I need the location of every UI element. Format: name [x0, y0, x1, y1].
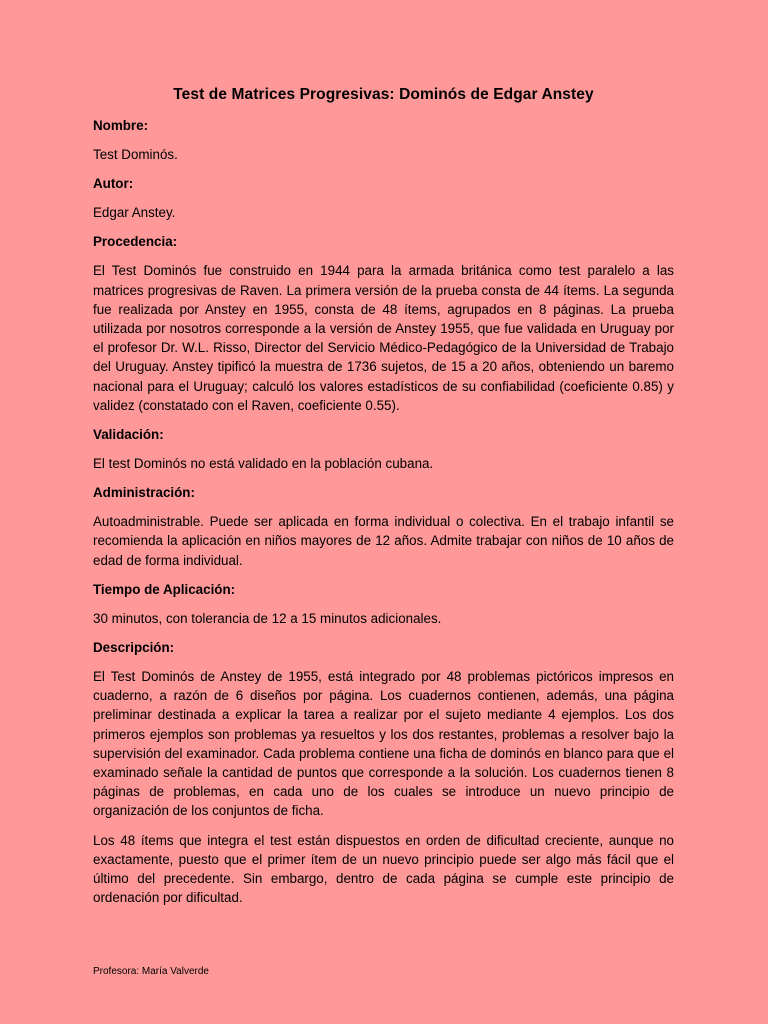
section-paragraph: 30 minutos, con tolerancia de 12 a 15 minutos adicionales.	[93, 610, 442, 626]
section-paragraph: Test Dominós.	[93, 147, 178, 162]
section-paragraph: El Test Dominós fue construido en 1944 para la armada británica como test paralelo a las matrices progresivas de Raven. La primera versión de la prueba consta de 44 ítems. La segunda fue realizada por Anstey en 1955, consta de 48 ítems, agrupados en 8 páginas. La prueba utilizada por nosotros corresponde a la versión de Anstey 1955, que fue validada en Uruguay por el profesor Dr. W.L. Risso, Director del Servicio Médico-Pedagógico de la Universidad de Trabajo del Uruguay. Anstey tipificó la muestra de 1736 sujetos, de 15 a 20 años, obteniendo un baremo nacional para el Uruguay; calculó los valores estadísticos de su confiabilidad (coeficiente 0.85) y validez (constatado con el Raven, coeficiente 0.55).	[93, 263, 674, 413]
section-paragraph: El Test Dominós de Anstey de 1955, está integrado por 48 problemas pictóricos impresos en cuaderno, a razón de 6 diseños por página. Los cuadernos contienen, además, una página preliminar destinada a explicar la tarea a realizar por el sujeto mediante 4 ejemplos. Los dos primeros ejemplos son problemas ya resueltos y los dos restantes, problemas a resolver bajo la supervisión del examinador. Cada problema contiene una ficha de dominós en blanco para que el examinado señale la cantidad de puntos que corresponde a la solución. Los cuadernos tienen 8 páginas de problemas, en cada uno de los cuales se introduce un nuevo principio de organización de los conjuntos de ficha.	[93, 669, 674, 819]
document-title: Test de Matrices Progresivas: Dominós de Edgar Anstey	[173, 86, 594, 103]
section-paragraph: Los 48 ítems que integra el test están dispuestos en orden de dificultad creciente, aunque no exactamente, puesto que el primer ítem de un nuevo principio puede ser algo más fácil que el último del precedente. Sin embargo, dentro de cada página se cumple este principio de ordenación por dificultad.	[93, 832, 674, 906]
section-procedencia	[93, 232, 674, 415]
section-heading: Validación:	[93, 427, 164, 443]
section-heading: Administración:	[93, 485, 195, 501]
section-administracion	[93, 483, 674, 570]
section-heading: Descripción:	[93, 640, 175, 656]
section-heading: Autor:	[93, 176, 134, 192]
section-paragraph: Autoadministrable. Puede ser aplicada en forma individual o colectiva. En el trabajo infantil se recomienda la aplicación en niños mayores de 12 años. Admite trabajar con niños de 10 años de edad de forma individual.	[93, 514, 674, 568]
section-heading: Procedencia:	[93, 234, 178, 250]
document-page	[93, 86, 674, 917]
page-footer: Profesora: María Valverde	[93, 966, 209, 977]
section-autor	[93, 174, 674, 222]
section-paragraph: El test Dominós no está validado en la población cubana.	[93, 456, 434, 472]
section-heading: Nombre:	[93, 118, 149, 133]
section-heading: Tiempo de Aplicación:	[93, 581, 236, 597]
section-validacion	[93, 425, 674, 473]
section-descripcion	[93, 638, 674, 907]
section-tiempo-aplicacion	[93, 580, 674, 628]
section-nombre	[93, 116, 674, 164]
section-paragraph: Edgar Anstey.	[93, 205, 176, 221]
